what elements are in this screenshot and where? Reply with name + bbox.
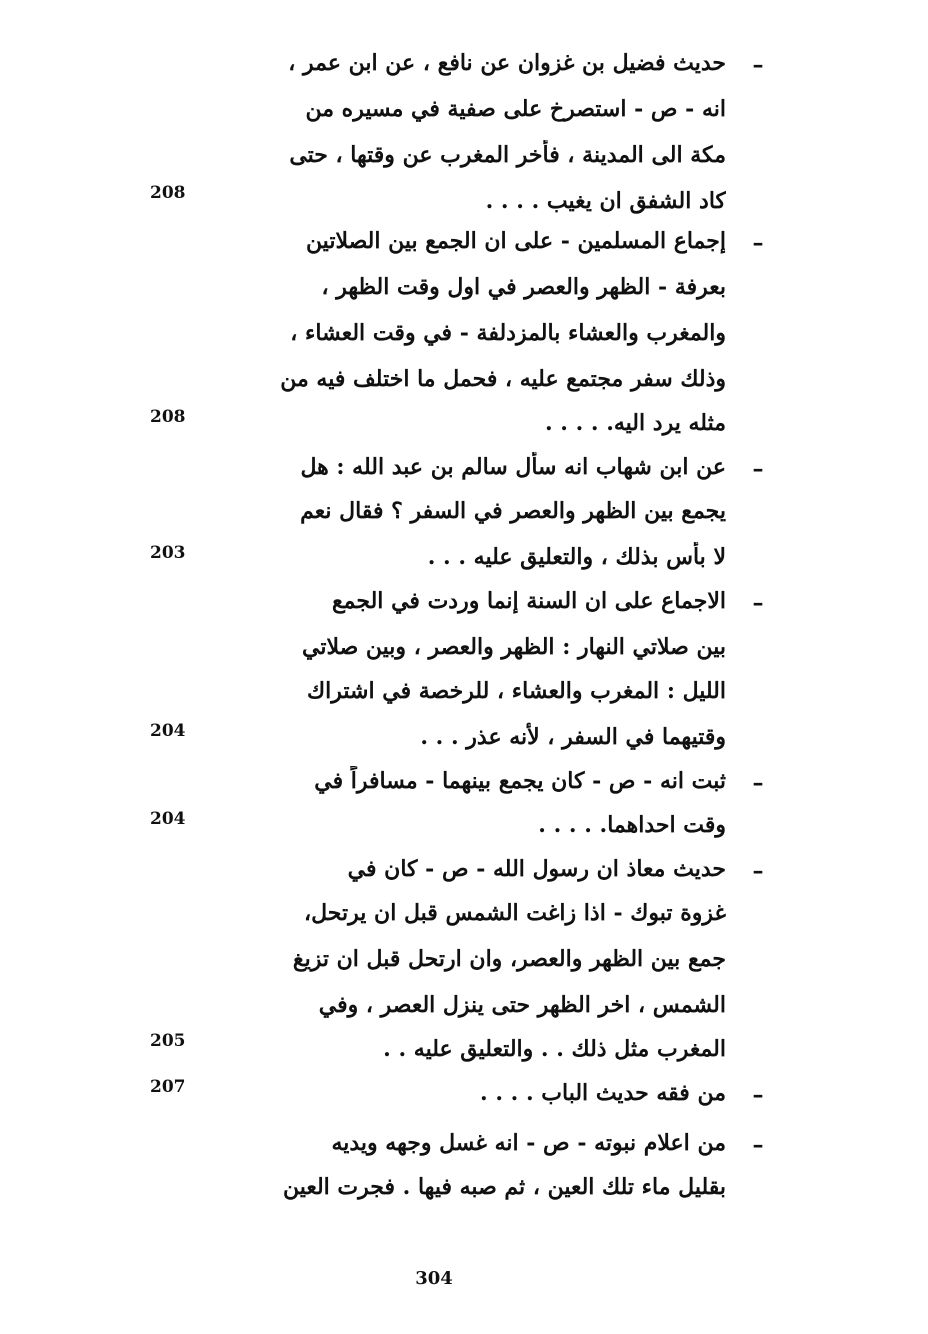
footer-page-number: 304 [415, 1268, 453, 1289]
page-reference: 203 [150, 543, 186, 563]
entry-line: عن ابن شهاب انه سأل سالم بن عبد الله : هل [300, 454, 726, 480]
entry-dash: – [752, 770, 764, 796]
entry-line: المغرب مثل ذلك . . والتعليق عليه . . [383, 1036, 726, 1062]
page-reference: 208 [150, 183, 186, 203]
entry-line: الليل : المغرب والعشاء ، للرخصة في اشتراك [307, 678, 726, 704]
entry-line: غزوة تبوك - اذا زاغت الشمس قبل ان يرتحل، [304, 900, 726, 926]
entry-dash: – [752, 456, 764, 482]
entry-line: وذلك سفر مجتمع عليه ، فحمل ما اختلف فيه من [280, 366, 726, 392]
entry-dash: – [752, 52, 764, 78]
page-reference: 204 [150, 721, 186, 741]
entry-line: حديث معاذ ان رسول الله - ص - كان في [347, 856, 726, 882]
entry-line: إجماع المسلمين - على ان الجمع بين الصلاتين [305, 228, 726, 254]
page-reference: 207 [150, 1077, 186, 1097]
entry-line: وقتيهما في السفر ، لأنه عذر . . . [420, 724, 726, 750]
page-reference: 205 [150, 1031, 186, 1051]
entry-line: ثبت انه - ص - كان يجمع بينهما - مسافراً في [314, 768, 726, 794]
entry-line: يجمع بين الظهر والعصر في السفر ؟ فقال نعم [300, 498, 726, 524]
entry-line: الشمس ، اخر الظهر حتى ينزل العصر ، وفي [318, 992, 726, 1018]
entry-line: مثله يرد اليه. . . . . [544, 410, 726, 436]
page-reference: 204 [150, 809, 186, 829]
entry-line: الاجماع على ان السنة إنما وردت في الجمع [331, 588, 726, 614]
entry-line: كاد الشفق ان يغيب . . . . [485, 188, 726, 214]
entry-line: من فقه حديث الباب . . . . [480, 1080, 726, 1106]
entry-line: بين صلاتي النهار : الظهر والعصر ، وبين صلاتي [301, 634, 726, 660]
entry-line: لا بأس بذلك ، والتعليق عليه . . . [427, 544, 726, 570]
entry-dash: – [752, 230, 764, 256]
entry-dash: – [752, 1082, 764, 1108]
entry-line: بعرفة - الظهر والعصر في اول وقت الظهر ، [321, 274, 726, 300]
entry-line: انه - ص - استصرخ على صفية في مسيره من [305, 96, 726, 122]
entry-line: من اعلام نبوته - ص - انه غسل وجهه ويديه [331, 1130, 726, 1156]
entry-dash: – [752, 858, 764, 884]
entry-line: حديث فضيل بن غزوان عن نافع ، عن ابن عمر ، [288, 50, 726, 76]
entry-line: والمغرب والعشاء بالمزدلفة - في وقت العشاء ، [290, 320, 726, 346]
entry-dash: – [752, 1132, 764, 1158]
entry-line: وقت احداهما. . . . . [538, 812, 726, 838]
entry-line: بقليل ماء تلك العين ، ثم صبه فيها . فجرت العين [282, 1174, 726, 1200]
page-reference: 208 [150, 407, 186, 427]
entry-dash: – [752, 590, 764, 616]
entry-line: مكة الى المدينة ، فأخر المغرب عن وقتها ، حتى [289, 142, 726, 168]
entry-line: جمع بين الظهر والعصر، وان ارتحل قبل ان تزيغ [292, 946, 726, 972]
